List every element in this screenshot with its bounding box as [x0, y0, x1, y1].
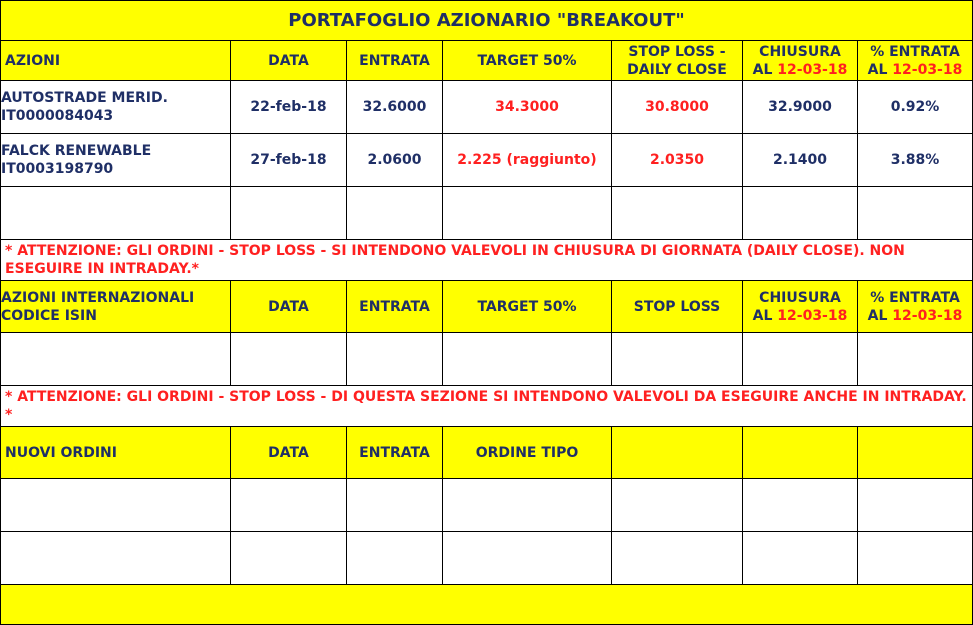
header-azioni-int-line1: AZIONI INTERNAZIONALI	[1, 289, 195, 306]
header-stop-loss-2: STOP LOSS	[611, 280, 743, 333]
stock-name: FALCK RENEWABLE	[1, 143, 152, 159]
header-chiusura-2-line2: AL 12-03-18	[752, 307, 848, 324]
empty-cell	[442, 332, 612, 386]
empty-cell	[611, 478, 743, 532]
header-pct-2-line1: % ENTRATA	[870, 289, 960, 306]
header-azioni-int-line2: CODICE ISIN	[1, 307, 97, 324]
empty-cell	[230, 186, 347, 240]
header-chiusura-date: 12-03-18	[777, 61, 848, 78]
empty-cell	[857, 531, 973, 585]
warning-note-intraday: * ATTENZIONE: GLI ORDINI - STOP LOSS - DI QUESTA SEZIONE SI INTENDONO VALEVOLI DA ESEGUIRE ANCHE IN INTRADAY. *	[0, 385, 973, 427]
stock-isin: IT0003198790	[1, 161, 114, 177]
empty-cell	[230, 332, 347, 386]
header-chiusura-2-date: 12-03-18	[777, 307, 848, 324]
header-pct-entrata-2	[857, 280, 973, 333]
empty-cell	[742, 332, 858, 386]
table-row-1-pct: 0.92%	[857, 80, 973, 134]
header-data: DATA	[230, 40, 347, 81]
header-entrata: ENTRATA	[346, 40, 443, 81]
stock-name: AUTOSTRADE MERID.	[1, 90, 168, 106]
empty-cell	[611, 186, 743, 240]
header-pct-line1: % ENTRATA	[870, 43, 960, 60]
empty-cell	[742, 531, 858, 585]
header-pct-entrata	[857, 40, 973, 81]
table-row-1-data: 22-feb-18	[230, 80, 347, 134]
warning-note-daily-close: * ATTENZIONE: GLI ORDINI - STOP LOSS - SI INTENDONO VALEVOLI IN CHIUSURA DI GIORNATA (DAILY CLOSE). NON ESEGUIRE IN INTRADAY.*	[0, 239, 973, 281]
table-row-1-entrata: 32.6000	[346, 80, 443, 134]
header-chiusura-2-line1: CHIUSURA	[759, 289, 841, 306]
stock-isin: IT0000084043	[1, 108, 114, 124]
table-row-1-chiusura: 32.9000	[742, 80, 858, 134]
empty-cell	[857, 186, 973, 240]
header-stop-loss-daily-close	[611, 40, 743, 81]
empty-cell	[742, 478, 858, 532]
header-azioni-internazionali	[0, 280, 231, 333]
header-pct-2-line2: AL 12-03-18	[867, 307, 963, 324]
empty-header-cell	[742, 426, 858, 479]
page-title: PORTAFOGLIO AZIONARIO "BREAKOUT"	[0, 0, 973, 41]
empty-cell	[346, 478, 443, 532]
empty-cell	[346, 332, 443, 386]
header-entrata-3: ENTRATA	[346, 426, 443, 479]
header-chiusura-line1: CHIUSURA	[759, 43, 841, 60]
header-entrata-2: ENTRATA	[346, 280, 443, 333]
empty-cell	[0, 186, 231, 240]
empty-cell	[0, 531, 231, 585]
empty-cell	[442, 186, 612, 240]
table-row-1-stock	[0, 80, 231, 134]
header-nuovi-ordini: NUOVI ORDINI	[0, 426, 231, 479]
table-row-2-stop: 2.0350	[611, 133, 743, 187]
empty-cell	[346, 186, 443, 240]
header-target-2: TARGET 50%	[442, 280, 612, 333]
table-row-2-stock	[0, 133, 231, 187]
header-ordine-tipo: ORDINE TIPO	[442, 426, 612, 479]
header-chiusura	[742, 40, 858, 81]
empty-cell	[0, 332, 231, 386]
empty-cell	[611, 332, 743, 386]
header-chiusura-line2: AL 12-03-18	[752, 61, 848, 78]
empty-cell	[346, 531, 443, 585]
empty-cell	[442, 478, 612, 532]
table-row-2-target: 2.225 (raggiunto)	[442, 133, 612, 187]
header-data-3: DATA	[230, 426, 347, 479]
header-azioni: AZIONI	[0, 40, 231, 81]
header-stop-line2: DAILY CLOSE	[627, 61, 727, 78]
header-pct-line2: AL 12-03-18	[867, 61, 963, 78]
header-target: TARGET 50%	[442, 40, 612, 81]
table-row-1-stop: 30.8000	[611, 80, 743, 134]
table-row-2-entrata: 2.0600	[346, 133, 443, 187]
empty-cell	[611, 531, 743, 585]
table-row-1-target: 34.3000	[442, 80, 612, 134]
empty-cell	[230, 478, 347, 532]
empty-cell	[230, 531, 347, 585]
empty-cell	[442, 531, 612, 585]
header-pct-date: 12-03-18	[892, 61, 963, 78]
table-row-2-chiusura: 2.1400	[742, 133, 858, 187]
empty-header-cell	[857, 426, 973, 479]
empty-cell	[742, 186, 858, 240]
table-row-2-data: 27-feb-18	[230, 133, 347, 187]
header-stop-line1: STOP LOSS -	[628, 43, 726, 60]
header-chiusura-2	[742, 280, 858, 333]
header-data-2: DATA	[230, 280, 347, 333]
footer-bar	[0, 584, 973, 625]
empty-cell	[857, 332, 973, 386]
header-pct-2-date: 12-03-18	[892, 307, 963, 324]
empty-cell	[0, 478, 231, 532]
empty-header-cell	[611, 426, 743, 479]
table-row-2-pct: 3.88%	[857, 133, 973, 187]
empty-cell	[857, 478, 973, 532]
